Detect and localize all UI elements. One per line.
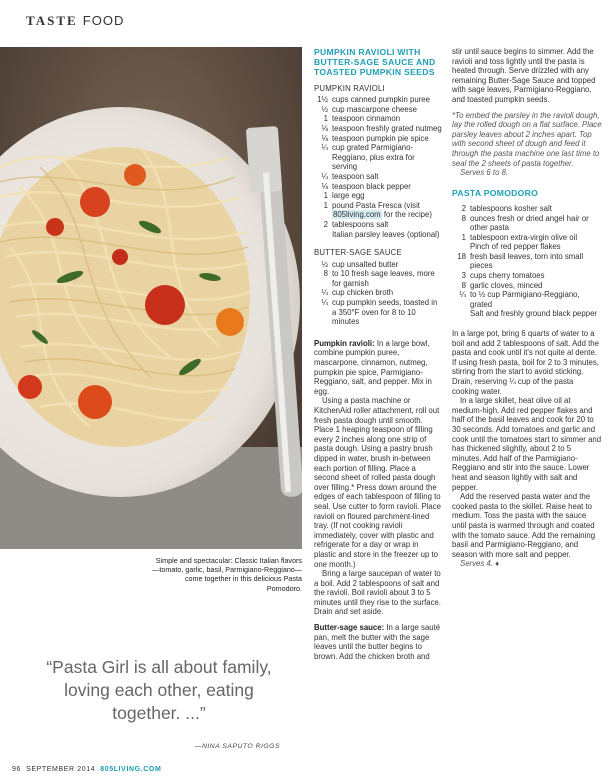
ingredient-text: ounces fresh or dried angel hair or other pasta xyxy=(470,213,589,233)
ingredient-quantity: 3 xyxy=(461,271,466,281)
ingredient-text: Pinch of red pepper flakes xyxy=(470,242,561,252)
recipe-link[interactable]: 805living.com xyxy=(333,210,381,220)
ingredient-quantity: 2 xyxy=(461,203,466,213)
method-paragraph: In a large pot, bring 6 quarts of water to a boil and add 2 tablespoons of salt. Add the pasta and cook until it's not quite al dente. If using fresh pasta, boil for 2 to 3 minutes, stirring from the start to avoid sticking. Drain, reserving ¼ cup of the pasta cooking water. xyxy=(452,329,599,396)
ingredient-quantity: ⅛ xyxy=(321,133,328,143)
ravioli-recipe-column xyxy=(314,47,442,661)
ingredient-item xyxy=(314,269,442,288)
ingredient-list-sauce xyxy=(314,260,442,327)
ingredient-quantity: ¼ xyxy=(321,288,328,298)
ingredient-item xyxy=(314,105,442,115)
ingredient-text: fresh basil leaves, torn into small pieces xyxy=(470,251,584,271)
ingredient-quantity xyxy=(452,242,470,252)
ingredient-item xyxy=(314,220,442,230)
ingredient-item xyxy=(314,172,442,182)
ingredient-text: tablespoon extra-virgin olive oil xyxy=(470,232,578,242)
recipe-note: *To embed the parsley in the ravioli dough, lay the rolled dough on a flat surface. Place parsley leaves about 2 inches apart. Top with second sheet of dough and feed it through the pasta machine one last time to seal the 2 sheets of pasta together. xyxy=(452,110,602,168)
ingredient-text: cup mascarpone cheese xyxy=(332,104,417,114)
method-paragraph: Add the reserved pasta water and the cooked pasta to the skillet. Raise heat to medium. Toss the pasta with the sauce until pasta is warmed through and coated with the tomato sauce. Add the remaining basil and Parmigiano-Reggiano, and season with more salt and pepper. xyxy=(452,492,596,559)
ingredient-quantity xyxy=(452,309,470,319)
ingredient-quantity: 8 xyxy=(461,280,466,290)
ingredient-quantity: 1 xyxy=(323,114,328,124)
ingredient-text: Italian parsley leaves (optional) xyxy=(332,229,440,239)
ingredient-text: cup grated Parmigiano-Reggiano, plus extra for serving xyxy=(332,143,415,172)
ingredient-item xyxy=(452,281,602,291)
ingredient-quantity: ¼ xyxy=(321,143,328,153)
ingredient-quantity: ½ xyxy=(321,259,328,269)
method-paragraph xyxy=(314,339,442,397)
ingredient-text: pound Pasta Fresca (visit xyxy=(332,200,420,210)
issue-date: SEPTEMBER 2014 xyxy=(26,766,96,773)
ingredient-text: cups canned pumpkin puree xyxy=(332,95,430,105)
ingredient-text: to 10 fresh sage leaves, more for garnish xyxy=(332,269,435,288)
serves-pomodoro: Serves 4. ♦ xyxy=(460,559,500,569)
ingredient-text: for the recipe) xyxy=(381,210,432,220)
section-header xyxy=(26,13,124,29)
ingredient-text: tablespoons kosher salt xyxy=(470,203,552,213)
ingredient-text: cups cherry tomatoes xyxy=(470,271,545,281)
ingredient-item xyxy=(452,242,602,252)
ingredient-list-pomodoro xyxy=(452,204,602,319)
ingredient-quantity: 1½ xyxy=(317,95,328,105)
quote-byline: —NINA SAPUTO RIGGS xyxy=(194,743,280,750)
method-lead: Butter-sage sauce: xyxy=(314,623,385,633)
recipe-title-ravioli: PUMPKIN RAVIOLI WITH BUTTER-SAGE SAUCE AND TOASTED PUMPKIN SEEDS xyxy=(314,47,436,78)
ingredient-item xyxy=(452,309,602,319)
ingredient-text: teaspoon cinnamon xyxy=(332,114,401,124)
ingredient-item xyxy=(314,124,442,134)
page-footer xyxy=(12,766,161,773)
page-number: 96 xyxy=(12,766,21,773)
ingredient-quantity: ⅛ xyxy=(321,123,328,133)
website-link[interactable]: 805LIVING.COM xyxy=(100,766,162,773)
ingredient-quantity: ¼ xyxy=(459,290,466,300)
pull-quote: “Pasta Girl is all about family, loving each other, eating together. ...” xyxy=(46,657,272,723)
ingredient-item xyxy=(452,252,602,271)
ingredient-item xyxy=(314,230,442,240)
ingredient-item xyxy=(314,134,442,144)
ingredient-item xyxy=(314,191,442,201)
ingredient-item xyxy=(452,233,602,243)
ingredient-item xyxy=(314,114,442,124)
pasta-illustration xyxy=(0,47,302,549)
ingredient-item xyxy=(314,95,442,105)
ingredient-item: 1 pound Pasta Fresca (visit 805living.com for the recipe) xyxy=(323,200,432,220)
ingredient-text: teaspoon freshly grated nutmeg xyxy=(332,123,442,133)
subhead-pumpkin-ravioli: PUMPKIN RAVIOLI xyxy=(314,83,385,93)
ingredient-quantity: ⅛ xyxy=(321,181,328,191)
ingredient-text: Salt and freshly ground black pepper xyxy=(470,309,597,319)
ingredient-item xyxy=(314,260,442,270)
pomodoro-recipe-column xyxy=(452,47,602,569)
method-paragraph: Bring a large saucepan of water to a boil. Add 2 tablespoons of salt and the ravioli. Boil ravioli about 3 to 5 minutes until they rise to the surface. Drain and set aside. xyxy=(314,569,441,617)
ingredient-quantity: 18 xyxy=(457,251,466,261)
ingredient-text: tablespoons salt xyxy=(332,219,389,229)
ingredient-text: to ½ cup Parmigiano-Reggiano, grated xyxy=(470,290,580,309)
ingredient-text: cup chicken broth xyxy=(332,288,394,298)
ingredient-quantity: ¼ xyxy=(321,171,328,181)
pasta-photo xyxy=(0,47,302,549)
serves-ravioli: Serves 6 to 8. xyxy=(460,168,509,178)
ingredient-quantity: 8 xyxy=(461,213,466,223)
ingredient-text: teaspoon black pepper xyxy=(332,181,411,191)
ingredient-quantity: ½ xyxy=(321,104,328,114)
method-text: In a large sauté pan, melt the butter with the sage leaves until the butter begins to brown. Add the chicken broth and xyxy=(314,623,441,661)
ingredient-list-ravioli-continued xyxy=(314,220,442,239)
ingredient-quantity: 2 xyxy=(323,219,328,229)
method-lead: Pumpkin ravioli: xyxy=(314,338,375,348)
ingredient-text: cup unsalted butter xyxy=(332,259,399,269)
ingredient-text: teaspoon pumpkin pie spice xyxy=(332,133,429,143)
section-name-taste: TASTE xyxy=(26,13,78,28)
ingredient-quantity xyxy=(314,230,332,240)
ingredient-item xyxy=(314,182,442,192)
ingredient-item xyxy=(314,288,442,298)
ingredient-text: cup pumpkin seeds, toasted in a 350°F oven for 8 to 10 minutes xyxy=(332,298,438,327)
ingredient-text: teaspoon salt xyxy=(332,171,379,181)
ingredient-quantity: 8 xyxy=(323,269,328,279)
subhead-butter-sage: BUTTER-SAGE SAUCE xyxy=(314,248,402,258)
method-paragraph: Using a pasta machine or KitchenAid roller attachment, roll out fresh pasta dough until smooth. Place 1 heaping teaspoon of filling every 2 inches along one strip of pasta dough. Using a pastry brush dipped in water, brush in-between each portion of filling. Place a second sheet of rolled pasta dough over filling.* Press down around the edges of each tablespoon of filling to seal. Use cutter to form ravioli. Place ravioli on floured parchment-lined tray. (If not cooking ravioli immediately, cover with plastic and refrigerate for a day or wrap in plastic and store in the freezer up to one month.) xyxy=(314,396,441,569)
method-paragraph: stir until sauce begins to simmer. Add the ravioli and toss lightly until the pasta is heated through. Serve drizzled with any remaining Butter-Sage Sauce and topped with sage leaves, Parmigiano-Reggiano, and toasted pumpkin seeds. xyxy=(452,47,596,104)
ingredient-list-ravioli xyxy=(314,95,442,201)
ingredient-text: garlic cloves, minced xyxy=(470,280,543,290)
photo-caption: Simple and spectacular: Classic Italian flavors—tomato, garlic, basil, Parmigiano-Reggiano—come together in this delicious Pasta Pomodoro. xyxy=(152,556,302,593)
section-name-food: FOOD xyxy=(82,13,125,28)
ingredient-quantity: 1 xyxy=(461,232,466,242)
method-text: In a large bowl, combine pumpkin puree, mascarpone, cinnamon, nutmeg, pumpkin pie spice, Parmigiano-Reggiano, salt, and pepper. Mix in egg. xyxy=(314,338,432,396)
ingredient-quantity: ¼ xyxy=(321,298,328,308)
method-paragraph xyxy=(314,623,442,661)
ingredient-item xyxy=(314,143,442,172)
ingredient-item xyxy=(314,298,442,327)
recipe-title-pomodoro: PASTA POMODORO xyxy=(452,187,539,198)
ingredient-item xyxy=(452,271,602,281)
ingredient-text: large egg xyxy=(332,191,365,201)
method-paragraph: In a large skillet, heat olive oil at medium-high. Add red pepper flakes and half of the basil leaves and cook for 20 to 30 seconds. Add tomatoes and garlic and cook until the tomatoes start to simmer and has thickened slightly, about 2 to 5 minutes. Add half of the Parmigiano-Reggiano and stir into the sauce. Lower heat and season lightly with salt and pepper. xyxy=(452,396,602,492)
ingredient-item xyxy=(452,214,602,233)
ingredient-item xyxy=(452,204,602,214)
ingredient-quantity: 1 xyxy=(323,191,328,201)
ingredient-item xyxy=(452,290,602,309)
